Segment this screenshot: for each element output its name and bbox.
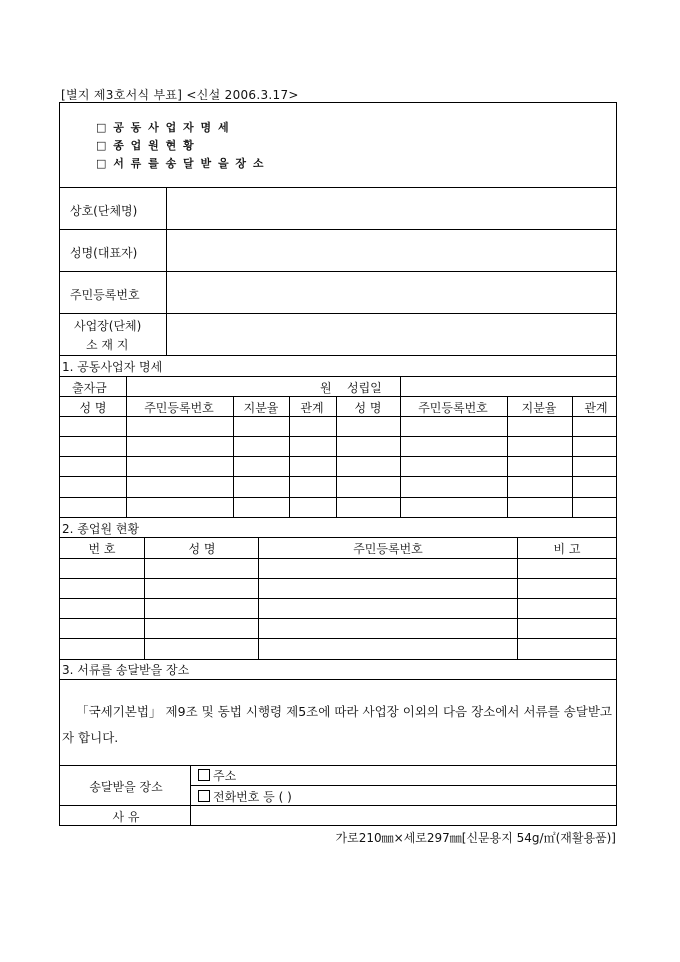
label-won: 원 [320,381,332,395]
label-location: 소 재 지 [86,338,129,352]
label-established: 성립일 [347,381,382,395]
form-checklist [96,119,265,173]
table-row [60,517,616,518]
label-delivery-place: 송달받을 장소 [89,780,163,794]
label-reason: 사 유 [112,810,140,824]
divider [60,396,616,397]
form-header: [별지 제3호서식 부표] <신설 2006.3.17> [61,88,299,102]
checkbox-icon[interactable] [198,790,210,802]
divider [60,313,616,314]
section3-title: 3. 서류를 송달받을 장소 [62,663,190,677]
table-row [60,436,616,437]
delivery-notice-text: 「국세기본법」 제9조 및 동법 시행령 제5조에 따라 사업장 이외의 다음 장소에서 서류를 송달받고자 합니다. [62,704,612,745]
checklist-item-partners[interactable]: □ 공 동 사 업 자 명 세 [96,121,231,134]
divider [60,679,616,680]
delivery-notice [62,699,612,751]
option-phone[interactable]: 전화번호 등 ( ) [198,788,292,805]
s2-header-number: 번 호 [88,542,116,556]
option-address[interactable]: 주소 [198,767,236,784]
s2-header-remarks: 비 고 [553,542,581,556]
checklist-item-delivery[interactable]: □ 서 류 를 송 달 받 을 장 소 [96,157,265,170]
divider [60,376,616,377]
divider [60,765,616,766]
label-representative: 성명(대표자) [70,246,138,260]
divider [60,355,616,356]
table-row [60,598,616,599]
label-business-place: 사업장(단체) [74,319,142,333]
divider [60,271,616,272]
section1-title: 1. 공동사업자 명세 [62,360,163,374]
section2-title: 2. 종업원 현황 [62,522,140,536]
label-capital: 출자금 [72,381,107,395]
divider [126,376,127,396]
checklist-item-employees[interactable]: □ 종 업 원 현 황 [96,139,196,152]
label-trade-name: 상호(단체명) [70,204,138,218]
table-row [60,497,616,498]
label-resident-number: 주민등록번호 [70,288,140,302]
table-row [60,659,616,660]
form-frame [59,102,617,826]
s1-header-share: 지분율 [521,401,557,415]
table-row [60,578,616,579]
divider [60,187,616,188]
s1-header-relation: 관계 [584,401,608,415]
divider [60,805,616,806]
table-row [60,416,616,417]
table-row [60,476,616,477]
s1-header-name: 성 명 [354,401,382,415]
table-row [60,558,616,559]
s2-header-name: 성 명 [188,542,216,556]
divider [190,765,191,825]
s1-header-name: 성 명 [79,401,107,415]
table-row [60,618,616,619]
divider [190,785,616,786]
s1-header-relation: 관계 [300,401,324,415]
s1-header-resident: 주민등록번호 [144,401,214,415]
s1-header-share: 지분율 [243,401,279,415]
table-row [60,456,616,457]
s1-header-resident: 주민등록번호 [418,401,488,415]
checkbox-icon[interactable] [198,769,210,781]
s2-header-resident: 주민등록번호 [353,542,423,556]
divider [60,229,616,230]
divider [400,376,401,396]
paper-spec: 가로210㎜×세로297㎜[신문용지 54g/㎡(재활용품)] [335,831,616,845]
table-row [60,638,616,639]
